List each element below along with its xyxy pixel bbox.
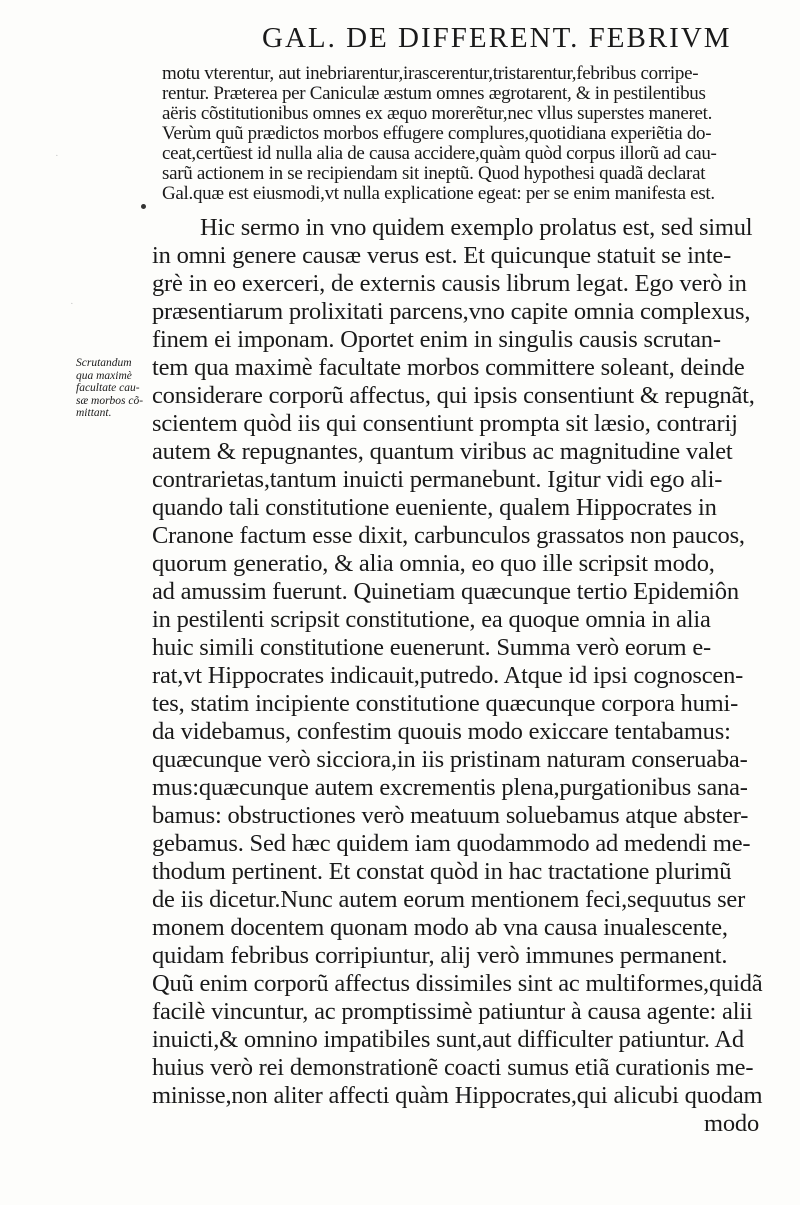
text-line: sarũ actionem in se recipiendam sit ineptũ. Quod hypothesi quadã declarat xyxy=(162,163,706,184)
text-line: inuicti,& omnino impatibiles sunt,aut difficulter patiuntur. Ad xyxy=(152,1026,744,1053)
text-line: scientem quòd iis qui consentiunt prompta sit læsio, contrarij xyxy=(152,410,738,437)
bleed-through-mark: · xyxy=(55,150,59,162)
main-text xyxy=(152,214,767,1138)
text-line: in omni genere causæ verus est. Et quicunque statuit se inte- xyxy=(152,242,732,269)
bullet-mark xyxy=(141,204,146,209)
text-line: rat,vt Hippocrates indicauit,putredo. Atque id ipsi cognoscen- xyxy=(152,662,744,689)
text-line: de iis dicetur.Nunc autem eorum mentionem feci,sequutus ser xyxy=(152,886,746,913)
text-line: Hic sermo in vno quidem exemplo prolatus est, sed simul xyxy=(200,214,753,241)
text-line: Verùm quũ prædictos morbos effugere complures,quotidiana experiẽtia do- xyxy=(162,123,712,144)
bleed-through-mark: · xyxy=(70,298,74,310)
text-line: præsentiarum prolixitati parcens,vno capite omnia complexus, xyxy=(152,298,751,325)
margin-note xyxy=(76,357,156,420)
margin-note-line: mittant. xyxy=(76,407,112,419)
margin-note-line: sæ morbos cõ- xyxy=(76,394,144,407)
text-line: Gal.quæ est eiusmodi,vt nulla explicatione egeat: per se enim manifesta est. xyxy=(162,183,715,204)
text-line: contrarietas,tantum inuicti permanebunt. Igitur vidi ego ali- xyxy=(152,466,723,493)
catchword: modo xyxy=(703,1110,759,1137)
running-header: GAL. DE DIFFERENT. FEBRIVM xyxy=(262,22,732,54)
text-line: quæcunque verò sicciora,in iis pristinam naturam conseruaba- xyxy=(152,746,748,773)
text-line: Quũ enim corporũ affectus dissimiles sint ac multiformes,quidã xyxy=(152,970,763,997)
text-line: facilè vincuntur, ac promptissimè patiuntur à causa agente: alii xyxy=(152,998,753,1025)
text-line: ad amussim fuerunt. Quinetiam quæcunque tertio Epidemiôn xyxy=(152,578,739,605)
text-line: quando tali constitutione eueniente, qualem Hippocrates in xyxy=(152,494,717,521)
text-line: autem & repugnantes, quantum viribus ac magnitudine valet xyxy=(152,438,733,465)
text-line: quidam febribus corripiuntur, alij verò immunes permanent. xyxy=(152,942,728,969)
text-line: da videbamus, confestim quouis modo exiccare tentabamus: xyxy=(152,718,731,745)
text-line: bamus: obstructiones verò meatuum soluebamus atque abster- xyxy=(152,802,749,829)
margin-note-line: qua maximè xyxy=(76,369,132,382)
text-line: monem docentem quonam modo ab vna causa inualescente, xyxy=(152,914,728,941)
text-line: huius verò rei demonstrationẽ coacti sumus etiã curationis me- xyxy=(152,1054,754,1081)
text-line: tem qua maximè facultate morbos committere soleant, deinde xyxy=(152,354,745,381)
margin-note-line: Scrutandum xyxy=(76,357,132,369)
text-line: minisse,non aliter affecti quàm Hippocrates,qui alicubi quodam xyxy=(152,1082,763,1109)
text-line: aëris cõstitutionibus omnes ex æquo morerẽtur,nec vllus superstes maneret. xyxy=(162,103,713,124)
text-line: gebamus. Sed hæc quidem iam quodammodo ad medendi me- xyxy=(152,830,751,857)
text-line: huic simili constitutione euenerunt. Summa verò eorum e- xyxy=(152,634,711,661)
text-line: motu vterentur, aut inebriarentur,irascerentur,tristarentur,febribus corripe- xyxy=(162,63,699,84)
text-line: thodum pertinent. Et constat quòd in hac tractatione plurimũ xyxy=(152,858,732,885)
text-line: quorum generatio, & alia omnia, eo quo ille scripsit modo, xyxy=(152,550,715,577)
margin-note-line: facultate cau- xyxy=(76,382,140,394)
text-line: considerare corporũ affectus, qui ipsis consentiunt & repugnãt, xyxy=(152,382,755,409)
top-paragraph xyxy=(162,64,762,204)
text-line: finem ei imponam. Oportet enim in singulis causis scrutan- xyxy=(152,326,721,353)
text-line: grè in eo exerceri, de externis causis librum legat. Ego verò in xyxy=(152,270,747,297)
text-line: in pestilenti scripsit constitutione, ea quoque omnia in alia xyxy=(152,606,711,633)
text-line: rentur. Præterea per Caniculæ æstum omnes ægrotarent, & in pestilentibus xyxy=(162,83,706,104)
text-line: ceat,certũest id nulla alia de causa accidere,quàm quòd corpus illorũ ad cau- xyxy=(162,143,717,164)
text-line: mus:quæcunque autem excrementis plena,purgationibus sana- xyxy=(152,774,748,801)
text-line: Cranone factum esse dixit, carbunculos grassatos non paucos, xyxy=(152,522,745,549)
text-line: tes, statim incipiente constitutione quæcunque corpora humi- xyxy=(152,690,739,717)
